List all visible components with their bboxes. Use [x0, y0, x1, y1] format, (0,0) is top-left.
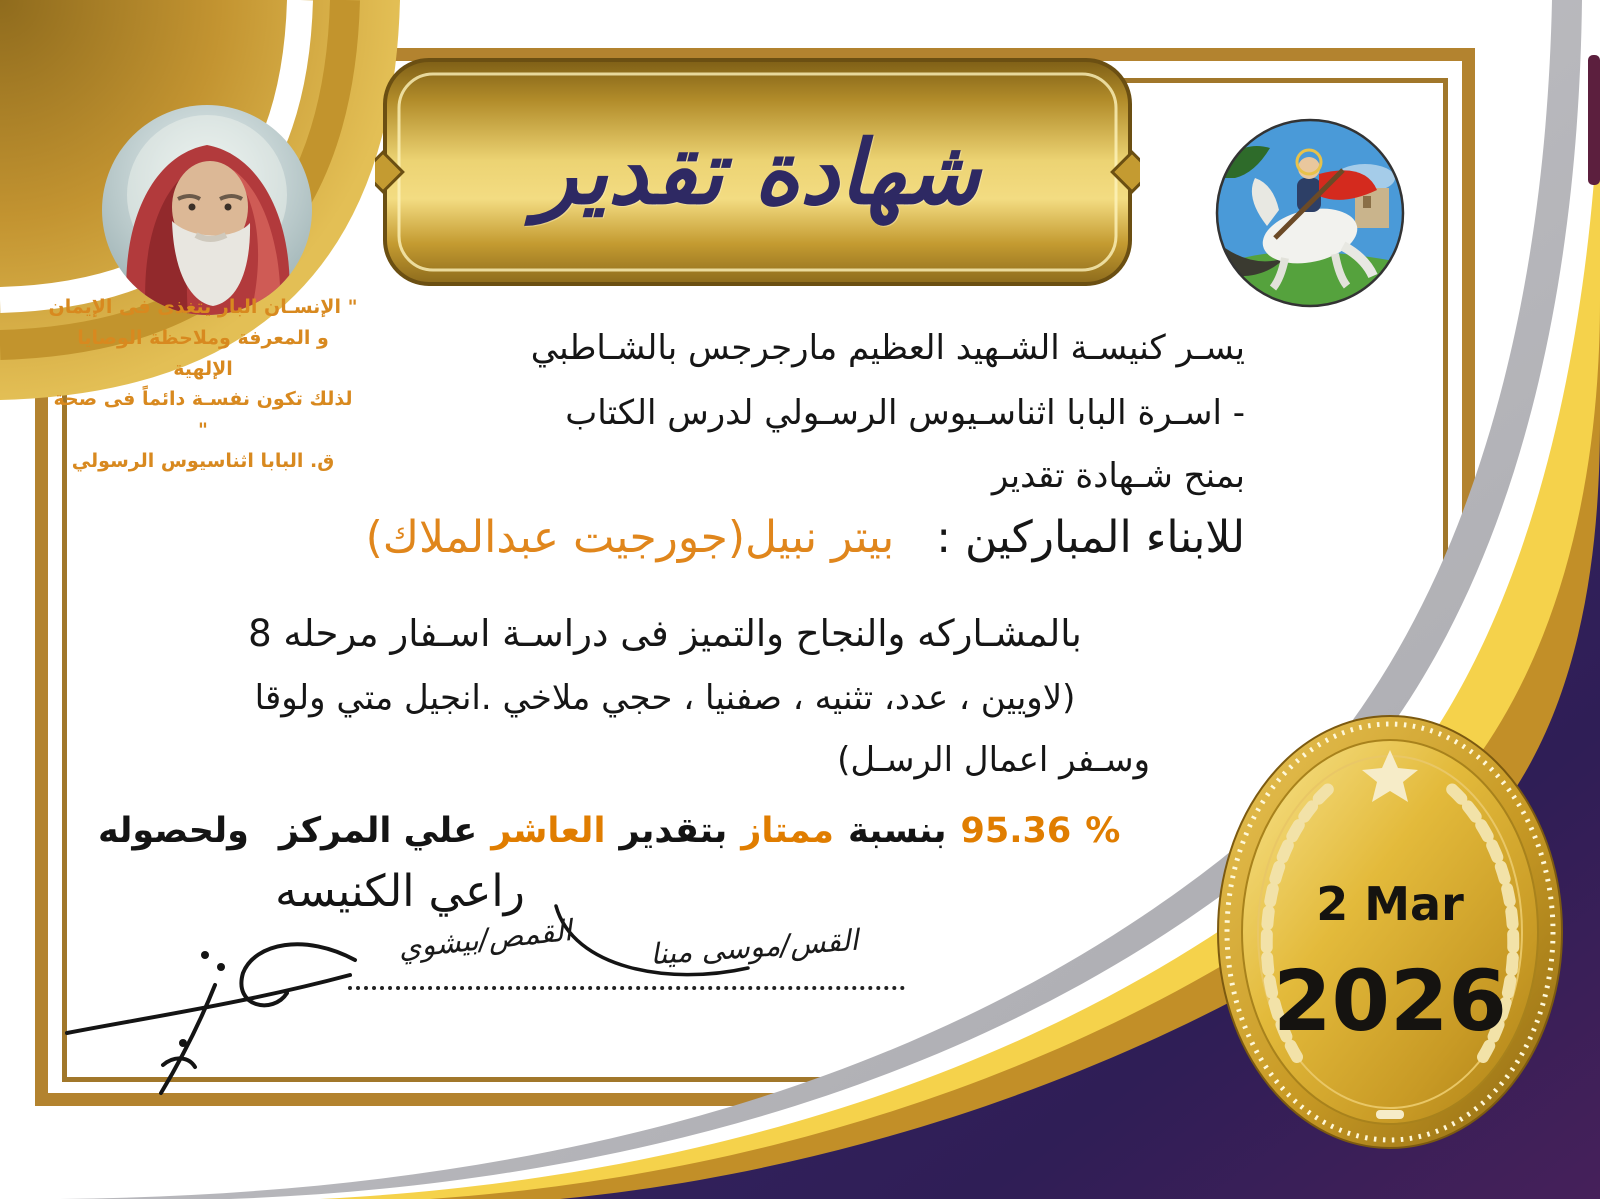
books-line: (لاويين ، عدد، تثنيه ، صفنيا ، حجي ملاخي .انجيل متي ولوقا: [254, 678, 1076, 718]
achv-word: ولحصوله: [98, 811, 249, 851]
achv-word: ممتاز: [741, 811, 834, 851]
recipient-line: [85, 512, 1245, 563]
grant-line: بمنح شـهادة تقدير: [991, 456, 1245, 496]
pope-portrait-icon: [100, 103, 314, 317]
quote-line: ق. البابا اثناسيوس الرسولي: [71, 449, 335, 472]
certificate-title: شهادة تقدير: [534, 121, 981, 224]
pope-quote: [48, 292, 358, 477]
family-line: - اسـرة البابا اثناسـيوس الرسـولي لدرس الكتاب: [565, 393, 1245, 433]
achv-word: علي المركز: [278, 811, 478, 851]
quote-line: " الإنسـان البار يتغذى فى الإيمان: [48, 296, 358, 318]
achv-word: بنسبة: [847, 811, 947, 851]
saint-george-icon: [1215, 118, 1405, 308]
church-intro-line: يسـر كنيسـة الشـهيد العظيم مارجرجس بالشـاطبي: [530, 328, 1245, 368]
recipient-name: بيتر نبيل(جورجيت عبدالملاك): [365, 512, 895, 563]
signature-priest-right: القس/موسى مينا: [649, 922, 860, 972]
participation-line: بالمشـاركه والنجاح والتميز فى دراسـة اسـفار مرحله 8: [248, 612, 1082, 655]
achievement-strip: [90, 799, 1165, 863]
edge-maroon-sliver: [1588, 55, 1600, 185]
date-medal: [1212, 712, 1568, 1152]
achv-word: العاشر: [491, 811, 606, 851]
signature-scribble: [55, 915, 385, 1100]
quote-line: لذلك تكون نفسـة دائماً فى صحة ": [53, 388, 353, 442]
medal-date-year: 2026: [1273, 952, 1507, 1050]
pastor-heading: راعي الكنيسه: [275, 866, 525, 917]
signature-priest-left: القمص/بيشوي: [396, 912, 574, 966]
achv-percent: %: [1085, 811, 1121, 851]
signature-dotted-line: [348, 972, 905, 990]
achv-word: بتقدير: [619, 811, 728, 851]
quote-line: و المعرفة وملاحظة الوصايا الإلهية: [77, 326, 329, 380]
medal-date-day-month: 2 Mar: [1316, 877, 1464, 931]
achv-score: 95.36: [960, 811, 1072, 851]
books-line-2: وسـفر اعمال الرسـل): [837, 740, 1150, 780]
recipient-label: للابناء المباركين :: [936, 512, 1245, 563]
